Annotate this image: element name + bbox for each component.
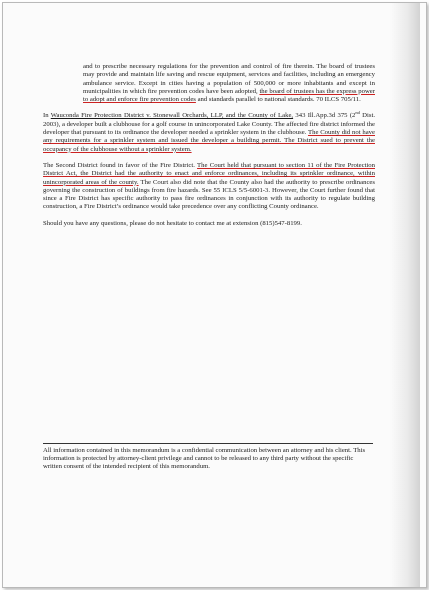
paragraph-case: In Wauconda Fire Protection District v. Stonewall Orchards, LLP, and the County of Lake, 343 Ill.App.3d 375 (2nd Dist. 2003), a developer built a clubhouse for a golf course in unincorporated Lake County. The affected fire district informed the developer that pursuant to its ordinance the developer needed a sprinkler system in the clubhouse. The County did not have any requirements for a sprinkler system and issued the developer a building permit. The District sued to prevent the occupancy of the clubhouse without a sprinkler system. bbox=[43, 110, 376, 153]
memo-body bbox=[43, 63, 375, 236]
confidentiality-notice: All information contained in this memorandum is a confidential communication between an attorney and his client. This information is protected by attorney-client privilege and cannot to be released to any third party without the specific written consent of the intended recipient of this memorandum. bbox=[43, 443, 373, 472]
highlight-court-held: The Court held that pursuant to section 11 of the Fire Protection District Act, the District had the authority to enact and enforce ordinances, including its sprinkler ordinance, within unincorporated areas of the county. bbox=[43, 161, 375, 186]
scanned-page bbox=[2, 2, 427, 588]
page-curl-shadow bbox=[390, 3, 420, 587]
highlight-express-power: the board of trustees has the express power to adopt and enforce fire prevention codes bbox=[83, 87, 375, 104]
case-name: Wauconda Fire Protection District v. Stonewall Orchards, LLP, and the County of Lake, bbox=[50, 112, 294, 120]
highlight-county-permit: The County did not have any requirements for a sprinkler system and issued the developer a building permit. The District sued to prevent the occupancy of the clubhouse without a sprinkler system. bbox=[43, 129, 375, 153]
paragraph-statute: and to prescribe necessary regulations for the prevention and control of fire therein. The board of trustees may provide and maintain life saving and rescue equipment, services and facilities, including an emergency ambulance service. Except in cities having a population of 500,000 or more inhabitants and except in municipalities in which fire prevention codes have been adopted, the board of trustees has the express power to adopt and enforce fire prevention codes and standards parallel to national standards. 70 ILCS 705/11. bbox=[83, 63, 375, 104]
paragraph-holding: The Second District found in favor of the Fire District. The Court held that pursuant to section 11 of the Fire Protection District Act, the District had the authority to enact and enforce ordinances, including its sprinkler ordinance, within unincorporated areas of the county. The Court also did note that the County also had the authority to prescribe ordinances governing the construction of buildings from fire hazards. See 55 ICLS 5/5-6001-3. However, the Court further found that since a Fire District has specific authority to pass fire ordinances in conjunction with its authority to regulate building construction, a Fire District’s ordinance would take precedence over any conflicting County ordinance. bbox=[43, 161, 375, 211]
paragraph-contact: Should you have any questions, please do not hesitate to contact me at extension (815)547-8199. bbox=[43, 219, 302, 227]
